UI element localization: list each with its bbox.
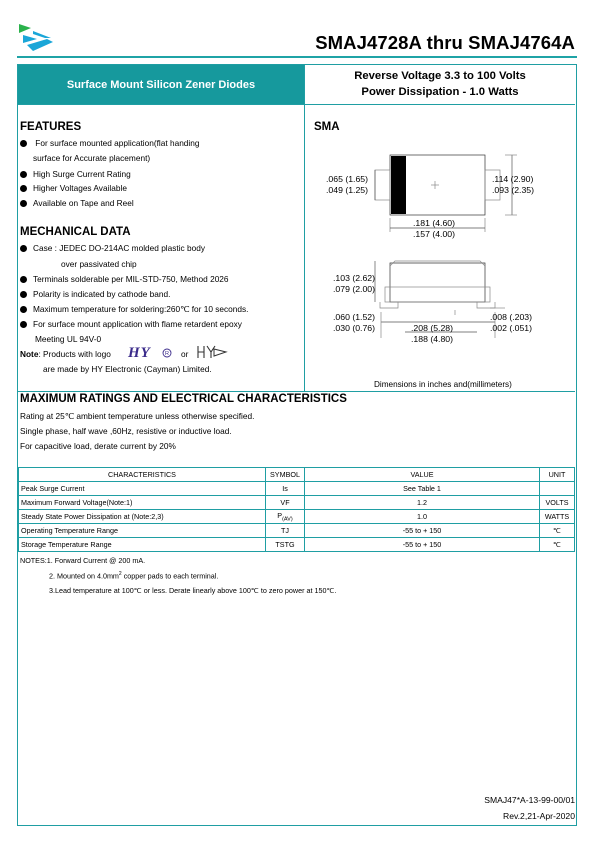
table-cell: Storage Temperature Range [19,538,266,552]
registered-mark-icon [162,348,172,358]
revision-date: Rev.2,21-Apr-2020 [503,811,575,821]
bullet-icon [20,185,27,192]
features-heading: FEATURES [20,121,82,133]
logo-note-or: or [181,349,189,359]
feature-item: Available on Tape and Reel [20,198,134,208]
power-dissipation: Power Dissipation - 1.0 Watts [361,86,519,98]
mechanical-item-continued: Meeting UL 94V-0 [35,334,102,344]
feature-item: Higher Voltages Available [20,183,127,193]
note-1: NOTES:1. Forward Current @ 200 mA. [20,556,146,565]
table-cell: WATTS [540,510,575,524]
dimension-caption: Dimensions in inches and(millimeters) [374,380,512,389]
table-cell [540,482,575,496]
table-cell: Operating Temperature Range [19,524,266,538]
table-cell: 1.2 [305,496,540,510]
table-cell: 1.0 [305,510,540,524]
mechanical-item: For surface mount application with flame retardent epoxy [20,319,242,329]
bullet-icon [20,171,27,178]
document-code: SMAJ47*A-13-99-00/01 [484,795,575,805]
table-row [19,538,575,552]
bullet-icon [20,245,27,252]
logo-note-line2: are made by HY Electronic (Cayman) Limited. [43,364,212,374]
note-3: 3.Lead temperature at 100℃ or less. Derate linearly above 100℃ to zero power at 150℃. [49,586,337,595]
table-cell: $P_{(AV)}$ [266,510,305,524]
feature-item: For surface mounted application(flat handing [20,138,200,148]
table-row [19,510,575,524]
feature-item: High Surge Current Rating [20,169,131,179]
mechanical-item: Polarity is indicated by cathode band. [20,289,170,299]
package-heading: SMA [314,121,340,133]
dim-lead-length: .060 (1.52) .030 (0.76) [333,312,376,333]
table-row [19,496,575,510]
dim-body-thickness: .103 (2.62) .079 (2.00) [333,273,376,294]
table-cell: TJ [266,524,305,538]
table-cell: See Table 1 [305,482,540,496]
table-row [19,524,575,538]
svg-text:R: R [165,351,169,357]
feature-item-continued: surface for Accurate placement) [33,153,151,163]
table-header-row [19,468,575,482]
reverse-voltage: Reverse Voltage 3.3 to 100 Volts [354,70,526,82]
ratings-rule [18,391,575,392]
mechanical-heading: MECHANICAL DATA [20,226,131,238]
ratings-banner [305,68,575,100]
table-cell: Maximum Forward Voltage(Note:1) [19,496,266,510]
note-2: 2. Mounted on $4.0mm^2$ copper pads to each terminal. [49,571,219,581]
table-header: VALUE [305,468,540,482]
banner-rule [18,104,575,105]
table-header: UNIT [540,468,575,482]
mechanical-item: Maximum temperature for soldering:260℃ for 10 seconds. [20,304,248,314]
table-cell: Is [266,482,305,496]
table-cell: ℃ [540,538,575,552]
table-cell: -55 to + 150 [305,538,540,552]
bullet-icon [20,276,27,283]
dim-band-width: .065 (1.65) .049 (1.25) [326,174,369,195]
ratings-line: Rating at 25℃ ambient temperature unless otherwise specified. [20,411,255,421]
alt-logo-icon [196,343,228,361]
bullet-icon [20,306,27,313]
bullet-icon [20,200,27,207]
header-rule [17,56,577,58]
table-cell: VF [266,496,305,510]
ratings-line: Single phase, half wave ,60Hz, resistive or inductive load. [20,426,232,436]
bullet-icon [20,140,27,147]
mechanical-item: Case : JEDEC DO-214AC molded plastic body [20,243,205,253]
table-cell: TSTG [266,538,305,552]
table-cell: ℃ [540,524,575,538]
dim-overall-length: .208 (5.28) .188 (4.80) [411,323,454,344]
table-cell: VOLTS [540,496,575,510]
table-cell: -55 to + 150 [305,524,540,538]
company-logo-icon [17,22,55,54]
mechanical-item: Terminals solderable per MIL-STD-750, Method 2026 [20,274,229,284]
logo-note: Note: Products with logo [20,349,111,359]
mechanical-item-continued: over passivated chip [61,259,137,269]
dim-body-length: .181 (4.60) .157 (4.00) [413,218,456,239]
table-cell: Peak Surge Current [19,482,266,496]
bullet-icon [20,321,27,328]
table-header: SYMBOL [266,468,305,482]
characteristics-table [18,467,575,552]
table-cell: Steady State Power Dissipation at (Note:2,3) [19,510,266,524]
hy-logo-icon: HY [128,345,151,361]
ratings-line: For capacitive load, derate current by 20% [20,441,176,451]
table-header: CHARACTERISTICS [19,468,266,482]
cathode-band [391,156,406,214]
ratings-heading: MAXIMUM RATINGS AND ELECTRICAL CHARACTERISTICS [20,393,347,405]
dim-body-height: .114 (2.90) .093 (2.35) [492,174,535,195]
dim-lead-thickness: .008 (.203) .002 (.051) [490,312,533,333]
product-banner: Surface Mount Silicon Zener Diodes [18,65,304,104]
table-row [19,482,575,496]
bullet-icon [20,291,27,298]
page-title: SMAJ4728A thru SMAJ4764A [315,32,575,53]
